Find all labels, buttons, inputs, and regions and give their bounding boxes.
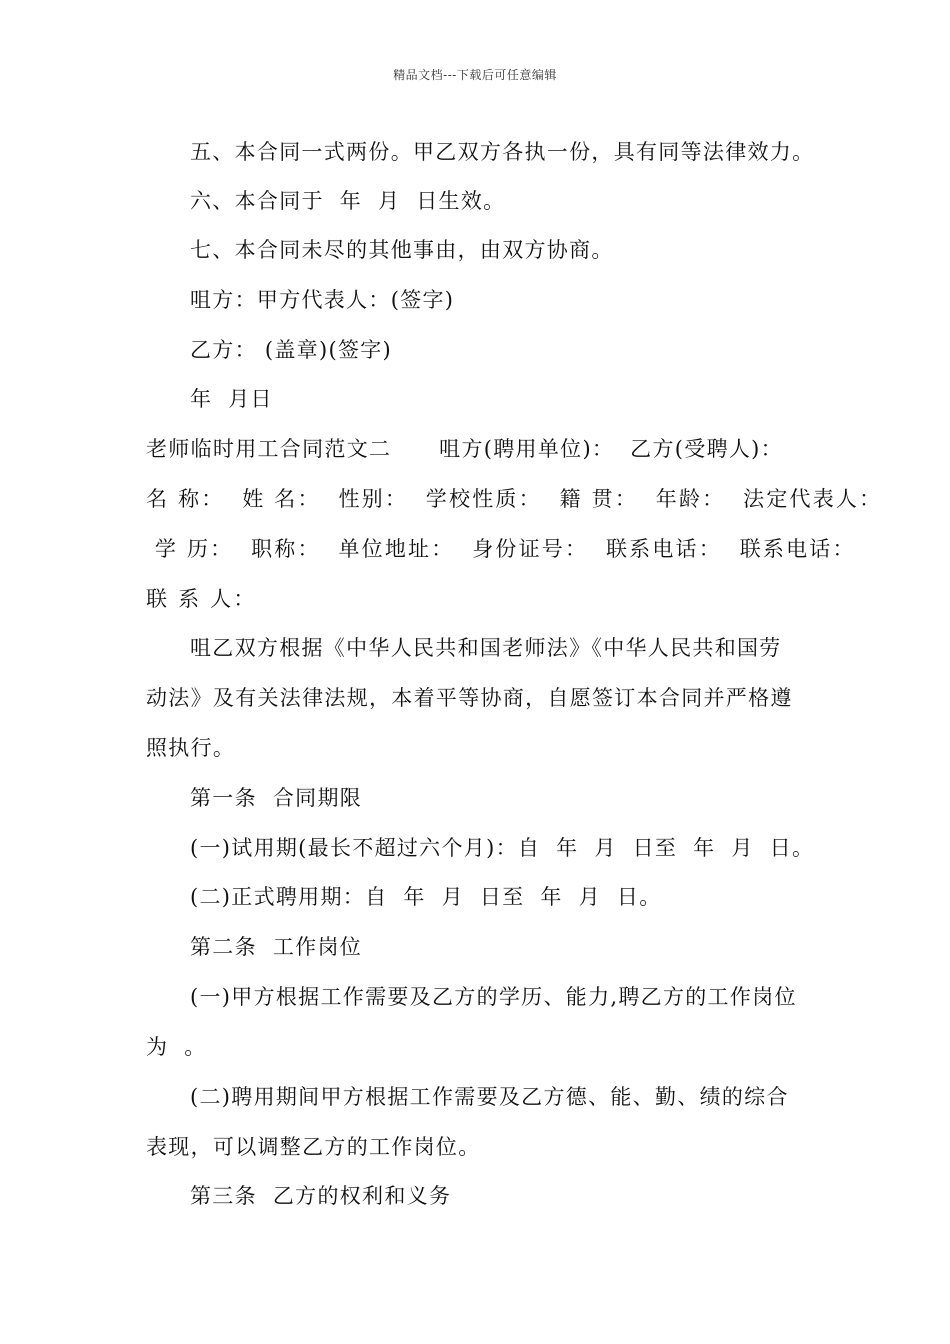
position-line-1: (一)甲方根据工作需要及乙方的学历、能力,聘乙方的工作岗位 bbox=[190, 985, 797, 1009]
info-fields-row-3: 联 系 人： bbox=[146, 587, 257, 611]
info-fields-row-1: 名 称： 姓 名： 性别： 学校性质： 籍 贯： 年龄： 法定代表人： bbox=[146, 487, 883, 511]
page-header: 精品文档---下载后可任意编辑 bbox=[393, 68, 557, 82]
date-line: 年 月日 bbox=[190, 387, 273, 411]
adjustment-line-1: (二)聘用期间甲方根据工作需要及乙方德、能、勤、绩的综合 bbox=[190, 1085, 789, 1109]
party-b-signature: 乙方： (盖章)(签字) bbox=[190, 338, 393, 362]
position-line-2: 为 。 bbox=[146, 1035, 207, 1059]
preamble-line-1: 咀乙双方根据《中华人民共和国老师法》《中华人民共和国劳 bbox=[190, 636, 782, 660]
info-fields-row-2: 学 历： 职称： 单位地址： 身份证号： 联系电话： 联系电话： bbox=[146, 537, 856, 561]
adjustment-line-2: 表现，可以调整乙方的工作岗位。 bbox=[146, 1135, 481, 1159]
clause-five: 五、本合同一式两份。甲乙双方各执一份，具有同等法律效力。 bbox=[190, 140, 815, 164]
article-two-heading: 第二条 工作岗位 bbox=[190, 935, 363, 959]
formal-period: (二)正式聘用期：自 年 月 日至 年 月 日。 bbox=[190, 885, 662, 909]
contract-title-line: 老师临时用工合同范文二 咀方(聘用单位)： 乙方(受聘人)： bbox=[146, 437, 783, 461]
clause-seven: 七、本合同未尽的其他事由，由双方协商。 bbox=[190, 238, 614, 262]
article-one-heading: 第一条 合同期限 bbox=[190, 786, 363, 810]
preamble-line-3: 照执行。 bbox=[146, 736, 236, 760]
probation-period: (一)试用期(最长不超过六个月)：自 年 月 日至 年 月 日。 bbox=[190, 836, 815, 860]
preamble-line-2: 动法》及有关法律法规，本着平等协商，自愿签订本合同并严格遵 bbox=[146, 686, 793, 710]
clause-six: 六、本合同于 年 月 日生效。 bbox=[190, 189, 506, 213]
party-a-signature: 咀方：甲方代表人：(签字) bbox=[190, 288, 455, 312]
article-three-heading: 第三条 乙方的权利和义务 bbox=[190, 1184, 452, 1208]
